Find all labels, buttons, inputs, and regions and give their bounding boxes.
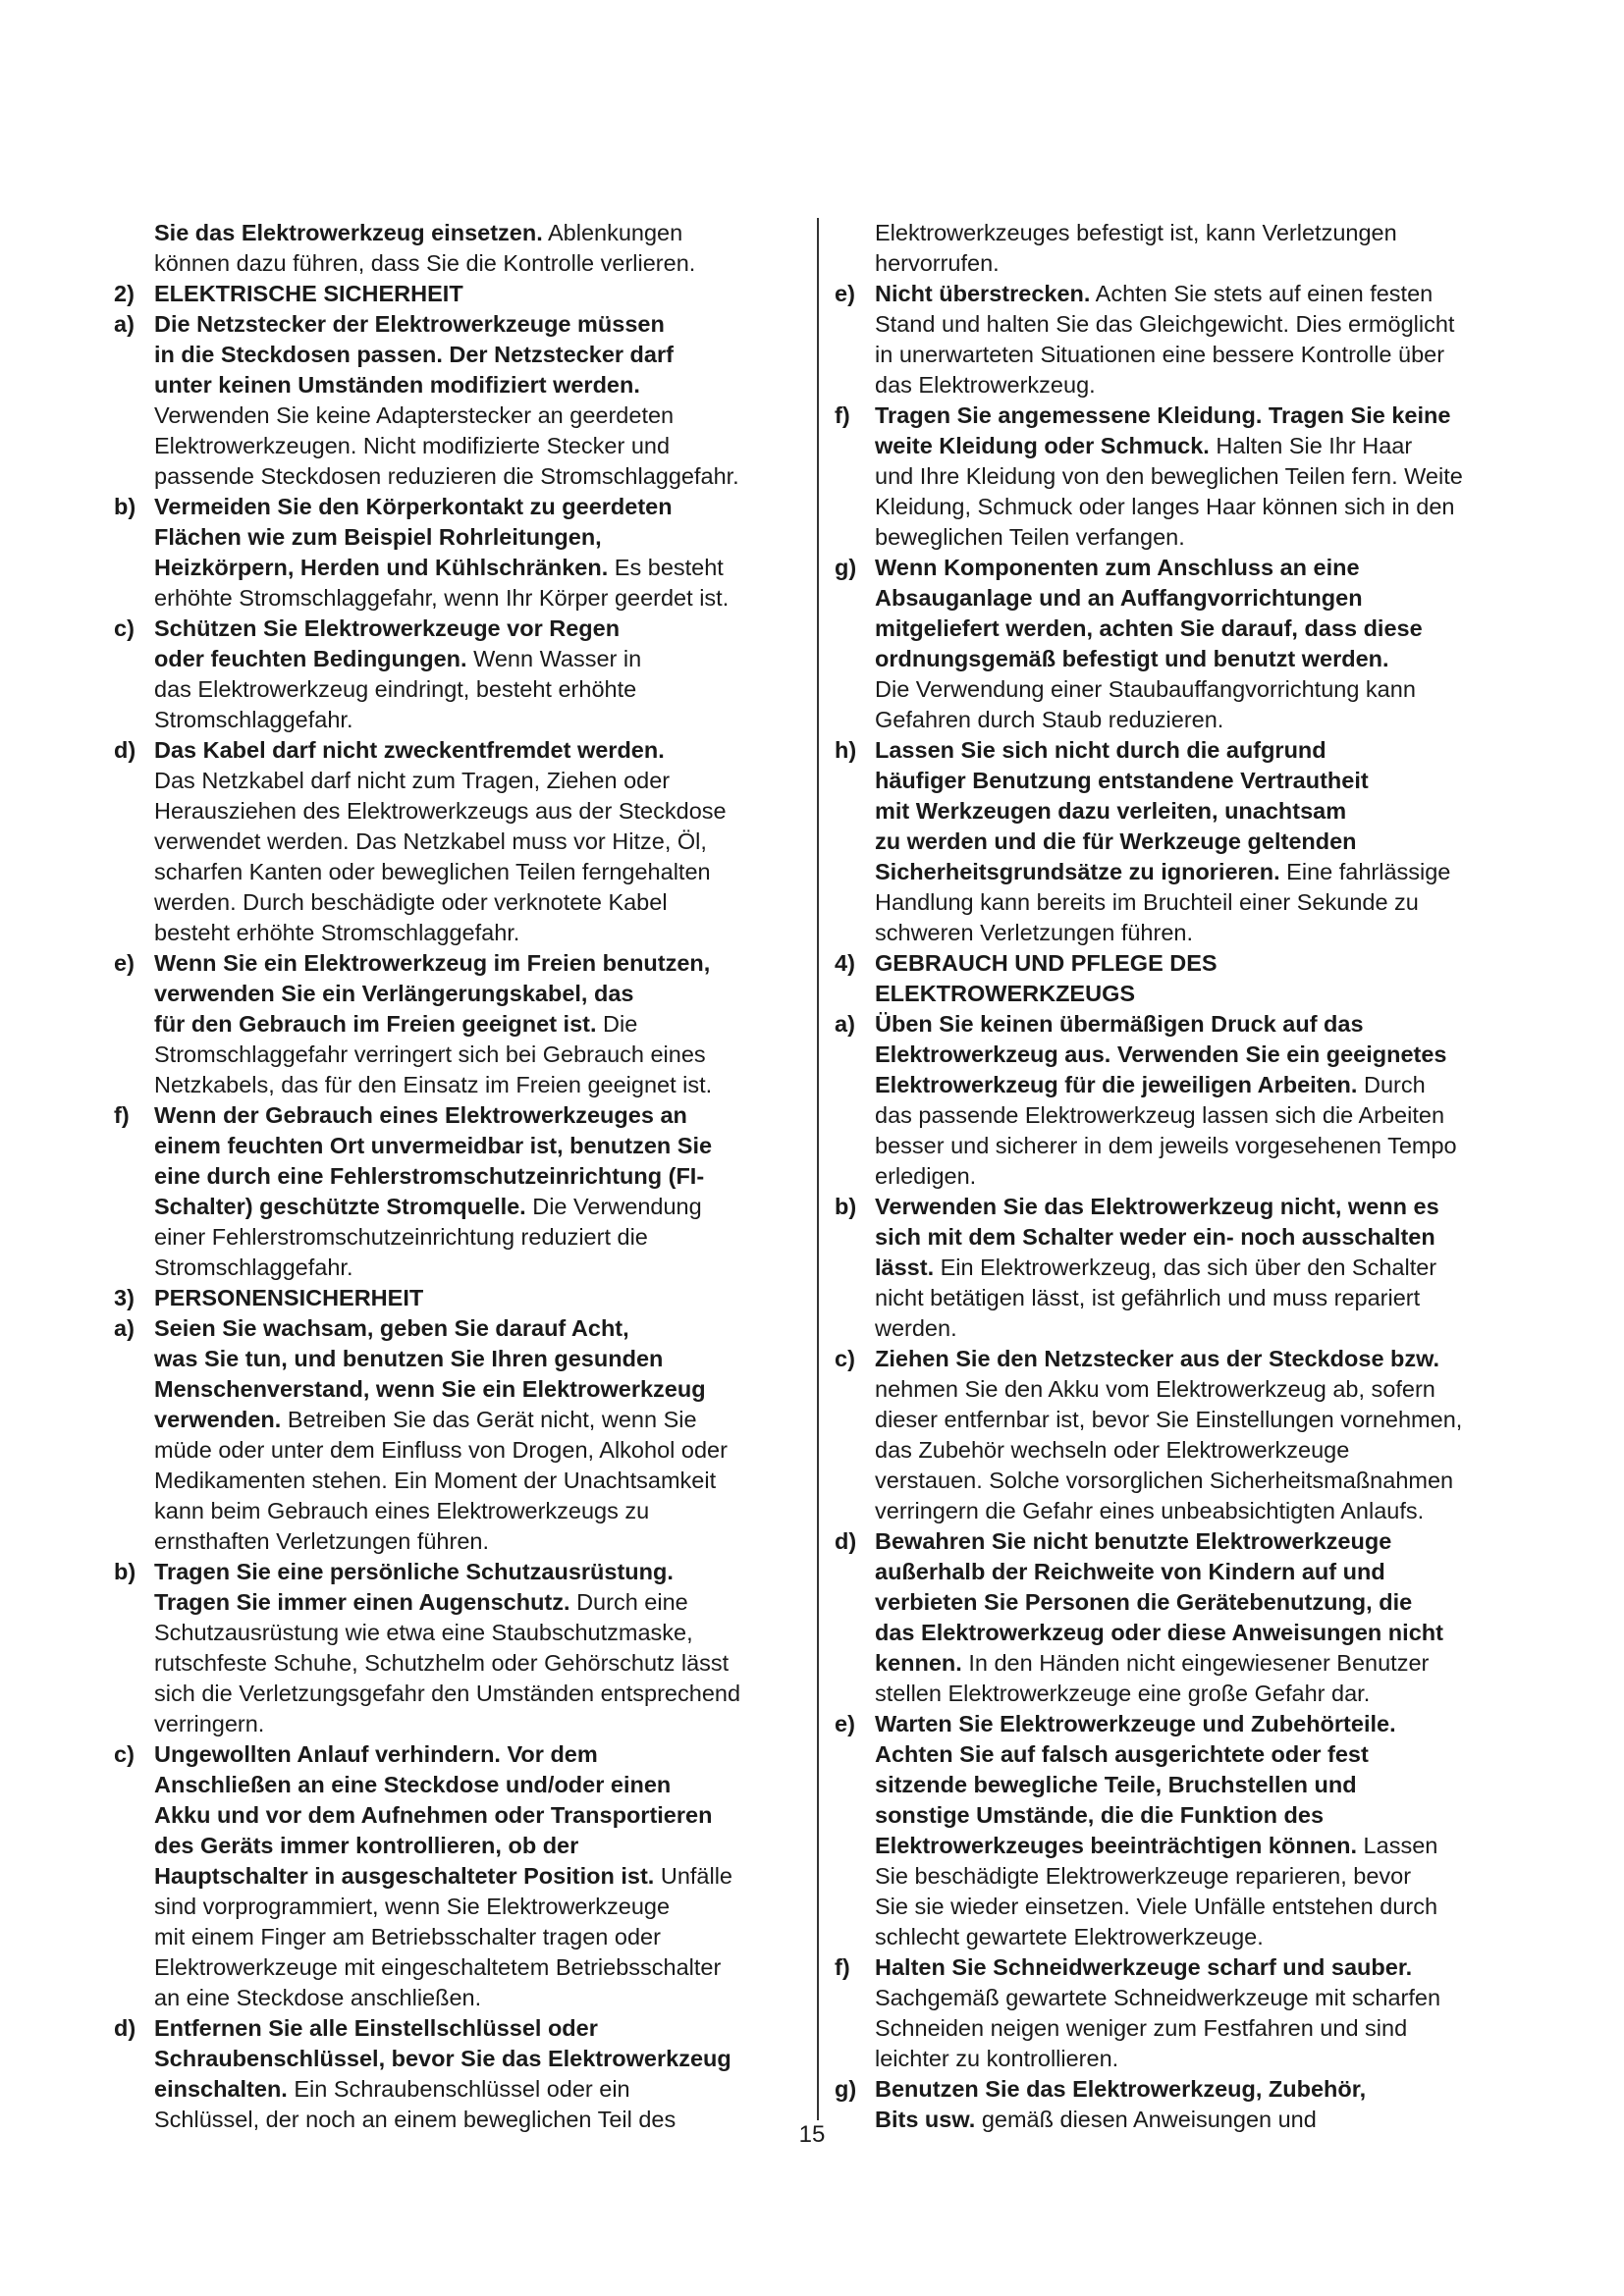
body-text: Elektrowerkzeuges befestigt ist, kann Verletzungen bbox=[875, 220, 1397, 245]
body-text: werden. Durch beschädigte oder verknotete Kabel bbox=[154, 889, 668, 915]
bold-text: in die Steckdosen passen. Der Netzstecker darf bbox=[154, 342, 674, 367]
bold-text: Vermeiden Sie den Körperkontakt zu geerdeten bbox=[154, 494, 673, 519]
list-label: f) bbox=[835, 1954, 850, 1980]
body-text: sich die Verletzungsgefahr den Umständen entsprechend bbox=[154, 1681, 741, 1706]
text-line bbox=[114, 1435, 806, 1466]
text-line bbox=[114, 1496, 806, 1526]
body-text: Die Verwendung bbox=[525, 1194, 702, 1219]
text-line bbox=[114, 1952, 806, 1983]
text-line bbox=[114, 1557, 806, 1587]
left-column bbox=[114, 218, 806, 2135]
text-line bbox=[114, 1283, 806, 1313]
right-column bbox=[835, 218, 1530, 2135]
body-text: Sie beschädigte Elektrowerkzeuge reparieren, bevor bbox=[875, 1863, 1412, 1889]
text-line bbox=[835, 1313, 1530, 1344]
body-text: Elektrowerkzeuge mit eingeschaltetem Betriebsschalter bbox=[154, 1954, 722, 1980]
bold-text: lässt. bbox=[875, 1255, 935, 1280]
bold-text: Heizkörpern, Herden und Kühlschränken. bbox=[154, 555, 609, 580]
list-label: a) bbox=[835, 1011, 855, 1037]
text-line bbox=[114, 1831, 806, 1861]
text-line bbox=[835, 370, 1530, 400]
body-text: erledigen. bbox=[875, 1163, 977, 1189]
text-line bbox=[114, 1161, 806, 1192]
bold-text: Elektrowerkzeug für die jeweiligen Arbeiten. bbox=[875, 1072, 1358, 1097]
text-line bbox=[114, 248, 806, 279]
text-line bbox=[114, 583, 806, 614]
body-text: Netzkabels, das für den Einsatz im Freien geeignet ist. bbox=[154, 1072, 713, 1097]
bold-text: Tragen Sie eine persönliche Schutzausrüstung. bbox=[154, 1559, 674, 1584]
bold-text: sonstige Umstände, die die Funktion des bbox=[875, 1802, 1325, 1828]
body-text: Stromschlaggefahr verringert sich bei Gebrauch eines bbox=[154, 1041, 706, 1067]
body-text: in unerwarteten Situationen eine bessere Kontrolle über bbox=[875, 342, 1445, 367]
bold-text: Menschenverstand, wenn Sie ein Elektrowerkzeug bbox=[154, 1376, 706, 1402]
bold-text: zu werden und die für Werkzeuge geltenden bbox=[875, 828, 1357, 854]
text-line bbox=[114, 1709, 806, 1739]
bold-text: Schraubenschlüssel, bevor Sie das Elektrowerkzeug bbox=[154, 2046, 731, 2071]
text-line bbox=[114, 674, 806, 705]
bold-text: Verwenden Sie das Elektrowerkzeug nicht, wenn es bbox=[875, 1194, 1439, 1219]
body-text: Sachgemäß gewartete Schneidwerkzeuge mit scharfen bbox=[875, 1985, 1441, 2010]
text-line bbox=[114, 1374, 806, 1405]
text-line bbox=[835, 614, 1530, 644]
bold-text: verwenden. bbox=[154, 1407, 282, 1432]
text-line bbox=[114, 1739, 806, 1770]
text-line bbox=[835, 1192, 1530, 1222]
bold-text: außerhalb der Reichweite von Kindern auf und bbox=[875, 1559, 1385, 1584]
text-line bbox=[114, 1131, 806, 1161]
text-line bbox=[835, 1892, 1530, 1922]
list-label: f) bbox=[114, 1102, 130, 1128]
body-text: verringern. bbox=[154, 1711, 265, 1736]
body-text: Das Netzkabel darf nicht zum Tragen, Ziehen oder bbox=[154, 768, 671, 793]
body-text: Stromschlaggefahr. bbox=[154, 707, 353, 732]
text-line bbox=[835, 1770, 1530, 1800]
text-line bbox=[835, 431, 1530, 461]
bold-text: Üben Sie keinen übermäßigen Druck auf das bbox=[875, 1011, 1364, 1037]
text-line bbox=[835, 1374, 1530, 1405]
list-label: g) bbox=[835, 2076, 857, 2102]
body-text: Herausziehen des Elektrowerkzeugs aus der Steckdose bbox=[154, 798, 727, 824]
body-text: besteht erhöhte Stromschlaggefahr. bbox=[154, 920, 520, 945]
body-text: leichter zu kontrollieren. bbox=[875, 2046, 1119, 2071]
bold-text: des Geräts immer kontrollieren, ob der bbox=[154, 1833, 579, 1858]
bold-text: PERSONENSICHERHEIT bbox=[154, 1285, 424, 1310]
bold-text: Die Netzstecker der Elektrowerkzeuge müssen bbox=[154, 311, 665, 337]
text-line bbox=[835, 887, 1530, 918]
text-line bbox=[835, 492, 1530, 522]
bold-text: kennen. bbox=[875, 1650, 962, 1676]
body-text: Gefahren durch Staub reduzieren. bbox=[875, 707, 1224, 732]
bold-text: Wenn Sie ein Elektrowerkzeug im Freien benutzen, bbox=[154, 950, 711, 976]
text-line bbox=[114, 1253, 806, 1283]
text-line bbox=[835, 2013, 1530, 2044]
text-line bbox=[114, 370, 806, 400]
text-line bbox=[114, 1405, 806, 1435]
text-line bbox=[835, 705, 1530, 735]
bold-text: Akku und vor dem Aufnehmen oder Transportieren bbox=[154, 1802, 713, 1828]
text-line bbox=[114, 887, 806, 918]
text-line bbox=[835, 1435, 1530, 1466]
text-line bbox=[114, 948, 806, 979]
text-line bbox=[114, 340, 806, 370]
body-text: Die Verwendung einer Staubauffangvorrichtung kann bbox=[875, 676, 1416, 702]
text-line bbox=[114, 918, 806, 948]
text-line bbox=[835, 461, 1530, 492]
body-text: ernsthaften Verletzungen führen. bbox=[154, 1528, 489, 1554]
body-text: können dazu führen, dass Sie die Kontrolle verlieren. bbox=[154, 250, 696, 276]
body-text: verstauen. Solche vorsorglichen Sicherheitsmaßnahmen bbox=[875, 1468, 1454, 1493]
bold-text: verbieten Sie Personen die Gerätebenutzung, die bbox=[875, 1589, 1413, 1615]
text-line bbox=[835, 1557, 1530, 1587]
text-line bbox=[835, 674, 1530, 705]
bold-text: für den Gebrauch im Freien geeignet ist. bbox=[154, 1011, 597, 1037]
text-line bbox=[114, 1100, 806, 1131]
bold-text: verwenden Sie ein Verlängerungskabel, das bbox=[154, 981, 634, 1006]
bold-text: einem feuchten Ort unvermeidbar ist, benutzen Sie bbox=[154, 1133, 713, 1158]
body-text: Halten Sie Ihr Haar bbox=[1209, 433, 1413, 458]
body-text: erhöhte Stromschlaggefahr, wenn Ihr Körper geerdet ist. bbox=[154, 585, 730, 611]
body-text: Durch eine bbox=[569, 1589, 688, 1615]
text-line bbox=[835, 948, 1530, 979]
bold-text: mit Werkzeugen dazu verleiten, unachtsam bbox=[875, 798, 1347, 824]
text-line bbox=[114, 796, 806, 827]
body-text: das Elektrowerkzeug eindringt, besteht erhöhte bbox=[154, 676, 637, 702]
bold-text: Ungewollten Anlauf verhindern. Vor dem bbox=[154, 1741, 598, 1767]
bold-text: Tragen Sie immer einen Augenschutz. bbox=[154, 1589, 570, 1615]
bold-text: Anschließen an eine Steckdose und/oder einen bbox=[154, 1772, 672, 1797]
text-line bbox=[835, 2074, 1530, 2105]
text-line bbox=[835, 1648, 1530, 1679]
text-line bbox=[835, 400, 1530, 431]
text-line bbox=[835, 827, 1530, 857]
body-text: Ein Schraubenschlüssel oder ein bbox=[287, 2076, 630, 2102]
text-line bbox=[114, 1313, 806, 1344]
bold-text: Wenn der Gebrauch eines Elektrowerkzeuges an bbox=[154, 1102, 687, 1128]
text-line bbox=[114, 1222, 806, 1253]
body-text: Unfälle bbox=[654, 1863, 732, 1889]
body-text: schweren Verletzungen führen. bbox=[875, 920, 1193, 945]
text-line bbox=[835, 2044, 1530, 2074]
body-text: Lassen bbox=[1357, 1833, 1438, 1858]
list-label: e) bbox=[835, 1711, 855, 1736]
body-text: das Zubehör wechseln oder Elektrowerkzeuge bbox=[875, 1437, 1350, 1463]
text-line bbox=[114, 461, 806, 492]
text-line bbox=[114, 1922, 806, 1952]
text-line bbox=[114, 553, 806, 583]
bold-text: Achten Sie auf falsch ausgerichtete oder fest bbox=[875, 1741, 1369, 1767]
text-line bbox=[835, 248, 1530, 279]
text-line bbox=[835, 1466, 1530, 1496]
text-line bbox=[835, 1587, 1530, 1618]
bold-text: Benutzen Sie das Elektrowerkzeug, Zubehör, bbox=[875, 2076, 1367, 2102]
bold-text: ELEKTROWERKZEUGS bbox=[875, 981, 1136, 1006]
body-text: Betreiben Sie das Gerät nicht, wenn Sie bbox=[281, 1407, 697, 1432]
body-text: Medikamenten stehen. Ein Moment der Unachtsamkeit bbox=[154, 1468, 717, 1493]
body-text: Schutzausrüstung wie etwa eine Staubschutzmaske, bbox=[154, 1620, 693, 1645]
text-line bbox=[835, 1070, 1530, 1100]
text-line bbox=[114, 1526, 806, 1557]
body-text: Schneiden neigen weniger zum Festfahren und sind bbox=[875, 2015, 1408, 2041]
body-text: Es besteht bbox=[608, 555, 724, 580]
body-text: besser und sicherer in dem jeweils vorgesehenen Tempo bbox=[875, 1133, 1457, 1158]
body-text: hervorrufen. bbox=[875, 250, 1000, 276]
list-label: b) bbox=[114, 494, 136, 519]
bold-text: Elektrowerkzeug aus. Verwenden Sie ein geeignetes bbox=[875, 1041, 1447, 1067]
list-label: c) bbox=[835, 1346, 855, 1371]
text-line bbox=[835, 1831, 1530, 1861]
list-label: b) bbox=[835, 1194, 857, 1219]
body-text: Achten Sie stets auf einen festen bbox=[1090, 281, 1434, 306]
body-text: scharfen Kanten oder beweglichen Teilen ferngehalten bbox=[154, 859, 711, 884]
bold-text: Absauganlage und an Auffangvorrichtungen bbox=[875, 585, 1363, 611]
text-line bbox=[114, 735, 806, 766]
bold-text: mitgeliefert werden, achten Sie darauf, dass diese bbox=[875, 615, 1423, 641]
body-text: Sie sie wieder einsetzen. Viele Unfälle entstehen durch bbox=[875, 1894, 1438, 1919]
body-text: dieser entfernbar ist, bevor Sie Einstellungen vornehmen, bbox=[875, 1407, 1463, 1432]
text-line bbox=[114, 1466, 806, 1496]
body-text: sind vorprogrammiert, wenn Sie Elektrowerkzeuge bbox=[154, 1894, 671, 1919]
body-text: das passende Elektrowerkzeug lassen sich die Arbeiten bbox=[875, 1102, 1445, 1128]
body-text: Stromschlaggefahr. bbox=[154, 1255, 353, 1280]
body-text: Ablenkungen bbox=[542, 220, 683, 245]
bold-text: Das Kabel darf nicht zweckentfremdet werden. bbox=[154, 737, 665, 763]
body-text: Elektrowerkzeugen. Nicht modifizierte Stecker und bbox=[154, 433, 671, 458]
body-text: mit einem Finger am Betriebsschalter tragen oder bbox=[154, 1924, 661, 1949]
text-line bbox=[114, 705, 806, 735]
body-text: müde oder unter dem Einfluss von Drogen, Alkohol oder bbox=[154, 1437, 728, 1463]
text-line bbox=[835, 918, 1530, 948]
list-label: e) bbox=[114, 950, 135, 976]
body-text: Ein Elektrowerkzeug, das sich über den Schalter bbox=[934, 1255, 1437, 1280]
body-text: schlecht gewartete Elektrowerkzeuge. bbox=[875, 1924, 1264, 1949]
text-line bbox=[835, 1344, 1530, 1374]
text-line bbox=[835, 309, 1530, 340]
bold-text: sich mit dem Schalter weder ein- noch ausschalten bbox=[875, 1224, 1435, 1250]
body-text: stellen Elektrowerkzeuge eine große Gefahr dar. bbox=[875, 1681, 1371, 1706]
body-text: und Ihre Kleidung von den beweglichen Teilen fern. Weite bbox=[875, 463, 1463, 489]
bold-text: Hauptschalter in ausgeschalteter Position ist. bbox=[154, 1863, 655, 1889]
body-text: passende Steckdosen reduzieren die Stromschlaggefahr. bbox=[154, 463, 739, 489]
text-line bbox=[114, 979, 806, 1009]
text-line bbox=[835, 553, 1530, 583]
text-line bbox=[114, 2013, 806, 2044]
list-label: b) bbox=[114, 1559, 136, 1584]
body-text: Wenn Wasser in bbox=[466, 646, 642, 671]
body-text: verwendet werden. Das Netzkabel muss vor Hitze, Öl, bbox=[154, 828, 707, 854]
body-text: einer Fehlerstromschutzeinrichtung reduziert die bbox=[154, 1224, 648, 1250]
list-label: c) bbox=[114, 1741, 135, 1767]
list-label: g) bbox=[835, 555, 857, 580]
text-line bbox=[114, 1618, 806, 1648]
text-line bbox=[114, 400, 806, 431]
bold-text: Sie das Elektrowerkzeug einsetzen. bbox=[154, 220, 543, 245]
list-label: d) bbox=[114, 737, 136, 763]
bold-text: Flächen wie zum Beispiel Rohrleitungen, bbox=[154, 524, 602, 550]
text-line bbox=[835, 796, 1530, 827]
bold-text: Bits usw. bbox=[875, 2107, 976, 2132]
text-line bbox=[114, 766, 806, 796]
body-text: an eine Steckdose anschließen. bbox=[154, 1985, 482, 2010]
text-line bbox=[835, 340, 1530, 370]
body-text: Kleidung, Schmuck oder langes Haar können sich in den bbox=[875, 494, 1455, 519]
text-line bbox=[835, 218, 1530, 248]
bold-text: Tragen Sie angemessene Kleidung. Tragen Sie keine bbox=[875, 402, 1451, 428]
text-line bbox=[835, 1405, 1530, 1435]
bold-text: Sicherheitsgrundsätze zu ignorieren. bbox=[875, 859, 1280, 884]
body-text: Durch bbox=[1357, 1072, 1426, 1097]
body-text: kann beim Gebrauch eines Elektrowerkzeugs zu bbox=[154, 1498, 650, 1523]
bold-text: Seien Sie wachsam, geben Sie darauf Acht, bbox=[154, 1315, 629, 1341]
page-number: 15 bbox=[798, 2121, 826, 2148]
text-line bbox=[835, 279, 1530, 309]
bold-text: sitzende bewegliche Teile, Bruchstellen und bbox=[875, 1772, 1357, 1797]
text-line bbox=[835, 522, 1530, 553]
bold-text: häufiger Benutzung entstandene Vertrautheit bbox=[875, 768, 1369, 793]
text-line bbox=[114, 431, 806, 461]
body-text: verringern die Gefahr eines unbeabsichtigten Anlaufs. bbox=[875, 1498, 1425, 1523]
body-text: Die bbox=[596, 1011, 638, 1037]
bold-text: ELEKTRISCHE SICHERHEIT bbox=[154, 281, 463, 306]
list-label: a) bbox=[114, 311, 135, 337]
body-text: Schlüssel, der noch an einem beweglichen Teil des bbox=[154, 2107, 677, 2132]
text-line bbox=[114, 644, 806, 674]
text-line bbox=[114, 218, 806, 248]
text-line bbox=[114, 1861, 806, 1892]
text-line bbox=[835, 1709, 1530, 1739]
text-line bbox=[114, 1648, 806, 1679]
body-text: nicht betätigen lässt, ist gefährlich und muss repariert bbox=[875, 1285, 1421, 1310]
body-text: beweglichen Teilen verfangen. bbox=[875, 524, 1185, 550]
text-line bbox=[835, 1100, 1530, 1131]
list-label: 3) bbox=[114, 1285, 135, 1310]
list-label: e) bbox=[835, 281, 855, 306]
body-text: Stand und halten Sie das Gleichgewicht. Dies ermöglicht bbox=[875, 311, 1455, 337]
text-line bbox=[835, 735, 1530, 766]
text-line bbox=[114, 1070, 806, 1100]
bold-text: Schalter) geschützte Stromquelle. bbox=[154, 1194, 526, 1219]
text-line bbox=[835, 1283, 1530, 1313]
text-line bbox=[835, 1861, 1530, 1892]
list-label: h) bbox=[835, 737, 857, 763]
bold-text: Elektrowerkzeuges beeinträchtigen können. bbox=[875, 1833, 1358, 1858]
text-line bbox=[114, 279, 806, 309]
text-line bbox=[114, 1344, 806, 1374]
list-label: 4) bbox=[835, 950, 855, 976]
bold-text: weite Kleidung oder Schmuck. bbox=[875, 433, 1210, 458]
bold-text: Schützen Sie Elektrowerkzeuge vor Regen bbox=[154, 615, 621, 641]
bold-text: ordnungsgemäß befestigt und benutzt werden. bbox=[875, 646, 1389, 671]
list-label: d) bbox=[835, 1528, 857, 1554]
body-text: Handlung kann bereits im Bruchteil einer Sekunde zu bbox=[875, 889, 1419, 915]
bold-text: eine durch eine Fehlerstromschutzeinrichtung (FI- bbox=[154, 1163, 705, 1189]
bold-text: das Elektrowerkzeug oder diese Anweisungen nicht bbox=[875, 1620, 1443, 1645]
body-text: gemäß diesen Anweisungen und bbox=[975, 2107, 1317, 2132]
text-line bbox=[114, 492, 806, 522]
text-line bbox=[835, 583, 1530, 614]
text-line bbox=[114, 1040, 806, 1070]
list-label: d) bbox=[114, 2015, 136, 2041]
text-line bbox=[114, 857, 806, 887]
text-line bbox=[114, 309, 806, 340]
text-line bbox=[835, 1739, 1530, 1770]
text-line bbox=[835, 1618, 1530, 1648]
bold-text: unter keinen Umständen modifiziert werden. bbox=[154, 372, 640, 398]
bold-text: Bewahren Sie nicht benutzte Elektrowerkzeuge bbox=[875, 1528, 1392, 1554]
text-line bbox=[114, 1800, 806, 1831]
bold-text: Ziehen Sie den Netzstecker aus der Steckdose bzw. bbox=[875, 1346, 1440, 1371]
bold-text: was Sie tun, und benutzen Sie Ihren gesunden bbox=[154, 1346, 664, 1371]
bold-text: Nicht überstrecken. bbox=[875, 281, 1091, 306]
text-line bbox=[835, 1253, 1530, 1283]
text-line bbox=[835, 766, 1530, 796]
text-line bbox=[835, 979, 1530, 1009]
text-line bbox=[835, 1009, 1530, 1040]
body-text: rutschfeste Schuhe, Schutzhelm oder Gehörschutz lässt bbox=[154, 1650, 730, 1676]
bold-text: Halten Sie Schneidwerkzeuge scharf und sauber. bbox=[875, 1954, 1413, 1980]
text-line bbox=[835, 644, 1530, 674]
text-line bbox=[835, 1800, 1530, 1831]
body-text: Verwenden Sie keine Adapterstecker an geerdeten bbox=[154, 402, 675, 428]
text-line bbox=[835, 1040, 1530, 1070]
text-line bbox=[835, 1952, 1530, 1983]
text-line bbox=[114, 1892, 806, 1922]
list-label: f) bbox=[835, 402, 850, 428]
bold-text: Entfernen Sie alle Einstellschlüssel oder bbox=[154, 2015, 598, 2041]
body-text: nehmen Sie den Akku vom Elektrowerkzeug ab, sofern bbox=[875, 1376, 1435, 1402]
text-line bbox=[114, 827, 806, 857]
bold-text: Warten Sie Elektrowerkzeuge und Zubehörteile. bbox=[875, 1711, 1396, 1736]
bold-text: einschalten. bbox=[154, 2076, 288, 2102]
text-line bbox=[114, 1983, 806, 2013]
text-line bbox=[835, 1922, 1530, 1952]
text-line bbox=[114, 2044, 806, 2074]
text-line bbox=[114, 2074, 806, 2105]
text-line bbox=[835, 1222, 1530, 1253]
bold-text: GEBRAUCH UND PFLEGE DES bbox=[875, 950, 1218, 976]
text-line bbox=[114, 1587, 806, 1618]
list-label: a) bbox=[114, 1315, 135, 1341]
text-line bbox=[114, 1679, 806, 1709]
body-text: werden. bbox=[875, 1315, 957, 1341]
bold-text: Wenn Komponenten zum Anschluss an eine bbox=[875, 555, 1360, 580]
text-line bbox=[114, 1009, 806, 1040]
text-line bbox=[835, 1983, 1530, 2013]
column-divider bbox=[817, 218, 819, 2120]
text-line bbox=[114, 1192, 806, 1222]
body-text: Eine fahrlässige bbox=[1279, 859, 1451, 884]
body-text: das Elektrowerkzeug. bbox=[875, 372, 1096, 398]
text-line bbox=[835, 1526, 1530, 1557]
text-line bbox=[114, 1770, 806, 1800]
text-line bbox=[114, 522, 806, 553]
body-text: In den Händen nicht eingewiesener Benutzer bbox=[961, 1650, 1430, 1676]
text-line bbox=[835, 1161, 1530, 1192]
bold-text: Lassen Sie sich nicht durch die aufgrund bbox=[875, 737, 1326, 763]
list-label: 2) bbox=[114, 281, 135, 306]
list-label: c) bbox=[114, 615, 135, 641]
text-line bbox=[835, 1496, 1530, 1526]
text-line bbox=[835, 1679, 1530, 1709]
bold-text: oder feuchten Bedingungen. bbox=[154, 646, 467, 671]
text-line bbox=[835, 857, 1530, 887]
text-line bbox=[114, 614, 806, 644]
text-line bbox=[835, 1131, 1530, 1161]
